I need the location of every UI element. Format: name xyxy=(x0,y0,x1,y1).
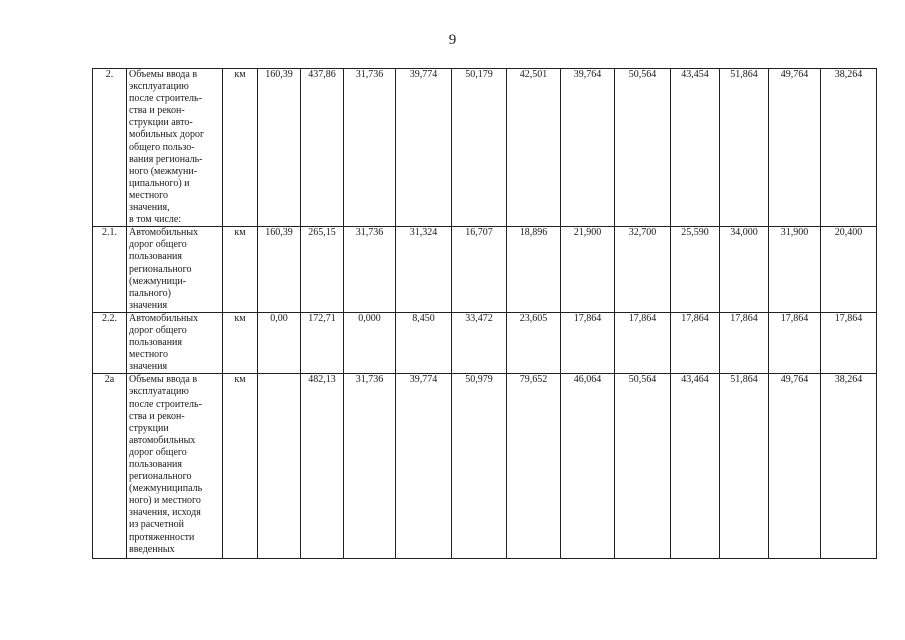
row-number: 2а xyxy=(93,374,127,559)
indicator-name-line: вания региональ- xyxy=(129,153,203,165)
value-cell: 21,900 xyxy=(561,227,615,313)
indicator-name-line: протяженности xyxy=(129,531,195,543)
value-cell: 0,00 xyxy=(258,312,301,373)
value-cell: 16,707 xyxy=(452,227,507,313)
value-cell: 39,774 xyxy=(396,374,452,559)
unit-cell: км xyxy=(223,312,258,373)
indicator-name xyxy=(127,227,223,313)
value-cell: 18,896 xyxy=(507,227,561,313)
indicator-name-line: эксплуатацию xyxy=(129,386,189,398)
indicator-name-line: местного xyxy=(129,349,169,361)
indicator-name-line: значения, исходя xyxy=(129,507,201,519)
indicator-name-line: введенных xyxy=(129,543,175,555)
value-cell: 43,464 xyxy=(671,374,720,559)
indicator-name-line: ного (межмуни- xyxy=(129,165,198,177)
unit-cell: км xyxy=(223,227,258,313)
indicator-name-line: пользования xyxy=(129,337,182,349)
value-cell: 0,000 xyxy=(344,312,396,373)
indicator-name xyxy=(127,312,223,373)
indicator-name-line: (межмуниципаль xyxy=(129,483,203,495)
value-cell: 31,900 xyxy=(769,227,821,313)
value-cell: 31,736 xyxy=(344,227,396,313)
indicator-name-line: регионального xyxy=(129,471,192,483)
indicator-name-line: после строитель- xyxy=(129,398,202,410)
value-cell: 17,864 xyxy=(769,312,821,373)
value-cell: 160,39 xyxy=(258,227,301,313)
value-cell: 31,324 xyxy=(396,227,452,313)
value-cell: 25,590 xyxy=(671,227,720,313)
indicator-name-line: регионального xyxy=(129,263,192,275)
indicator-name-line: общего пользо- xyxy=(129,141,195,153)
indicator-name-line: после строитель- xyxy=(129,93,202,105)
unit-cell: км xyxy=(223,69,258,227)
indicator-name-line: дорог общего xyxy=(129,324,187,336)
value-cell: 32,700 xyxy=(615,227,671,313)
value-cell: 49,764 xyxy=(769,374,821,559)
value-cell: 51,864 xyxy=(720,374,769,559)
indicators-table xyxy=(92,68,877,559)
indicator-name-line: эксплуатацию xyxy=(129,81,189,93)
value-cell: 38,264 xyxy=(821,374,877,559)
value-cell: 17,864 xyxy=(561,312,615,373)
value-cell: 17,864 xyxy=(720,312,769,373)
value-cell: 23,605 xyxy=(507,312,561,373)
value-cell: 50,564 xyxy=(615,69,671,227)
table-row xyxy=(93,227,877,313)
indicator-name-line: Объемы ввода в xyxy=(129,374,198,386)
value-cell: 50,564 xyxy=(615,374,671,559)
indicator-name-line: Автомобильных xyxy=(129,227,199,239)
indicator-name-line: значения, xyxy=(129,202,170,214)
value-cell: 51,864 xyxy=(720,69,769,227)
indicator-name-line: ства и рекон- xyxy=(129,410,185,422)
value-cell: 39,764 xyxy=(561,69,615,227)
indicator-name-line: ного) и местного xyxy=(129,495,201,507)
value-cell: 265,15 xyxy=(301,227,344,313)
value-cell: 42,501 xyxy=(507,69,561,227)
value-cell: 79,652 xyxy=(507,374,561,559)
value-cell: 437,86 xyxy=(301,69,344,227)
value-cell: 482,13 xyxy=(301,374,344,559)
indicator-name xyxy=(127,374,223,559)
row-number: 2. xyxy=(93,69,127,227)
indicator-name-line: струкции авто- xyxy=(129,117,193,129)
indicator-name-line: в том числе: xyxy=(129,214,182,226)
value-cell: 17,864 xyxy=(821,312,877,373)
indicator-name-line: Автомобильных xyxy=(129,312,199,324)
value-cell: 20,400 xyxy=(821,227,877,313)
value-cell: 43,454 xyxy=(671,69,720,227)
indicator-name-line: струкции xyxy=(129,422,169,434)
indicator-name-line: местного xyxy=(129,189,169,201)
value-cell: 17,864 xyxy=(671,312,720,373)
indicator-name-line: значения xyxy=(129,361,168,373)
table-row xyxy=(93,374,877,559)
value-cell: 33,472 xyxy=(452,312,507,373)
value-cell: 172,71 xyxy=(301,312,344,373)
indicator-name-line: ципального) и xyxy=(129,177,190,189)
value-cell: 17,864 xyxy=(615,312,671,373)
indicator-name-line: Объемы ввода в xyxy=(129,69,198,80)
value-cell: 39,774 xyxy=(396,69,452,227)
indicator-name-line: дорог общего xyxy=(129,239,187,251)
value-cell: 49,764 xyxy=(769,69,821,227)
value-cell: 38,264 xyxy=(821,69,877,227)
row-number: 2.1. xyxy=(93,227,127,313)
indicator-name-line: (межмуници- xyxy=(129,275,187,287)
indicator-name-line: значения xyxy=(129,299,168,311)
table-row xyxy=(93,69,877,227)
value-cell xyxy=(258,374,301,559)
indicator-name-line: дорог общего xyxy=(129,446,187,458)
indicator-name-line: пользования xyxy=(129,459,182,470)
indicator-name-line: пального) xyxy=(129,287,171,299)
unit-cell: км xyxy=(223,374,258,559)
indicator-name-line: мобильных дорог xyxy=(129,129,205,141)
value-cell: 50,179 xyxy=(452,69,507,227)
value-cell: 46,064 xyxy=(561,374,615,559)
table-row xyxy=(93,312,877,373)
value-cell: 160,39 xyxy=(258,69,301,227)
value-cell: 31,736 xyxy=(344,69,396,227)
page-number: 9 xyxy=(448,32,457,48)
row-number: 2.2. xyxy=(93,312,127,373)
indicator-name-line: автомобильных xyxy=(129,434,196,446)
indicator-name-line: пользования xyxy=(129,251,182,263)
indicator-name-line: ства и рекон- xyxy=(129,105,185,117)
indicator-name xyxy=(127,69,223,227)
value-cell: 34,000 xyxy=(720,227,769,313)
value-cell: 50,979 xyxy=(452,374,507,559)
value-cell: 31,736 xyxy=(344,374,396,559)
indicator-name-line: из расчетной xyxy=(129,519,185,531)
value-cell: 8,450 xyxy=(396,312,452,373)
